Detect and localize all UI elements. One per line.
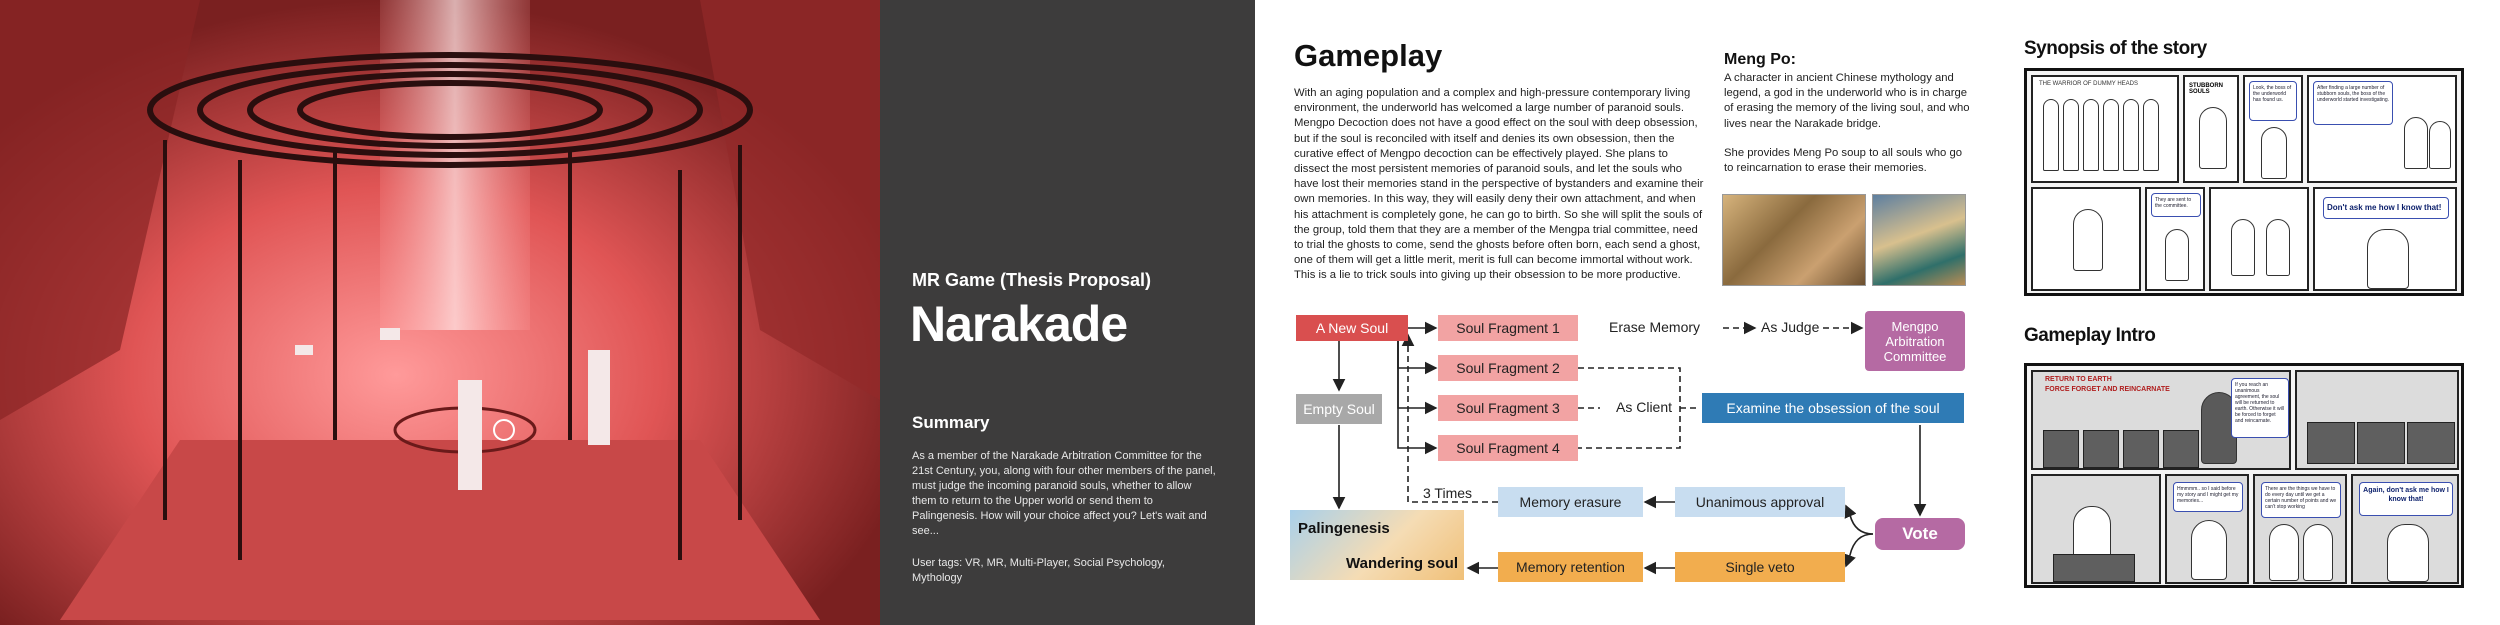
flow-three-times-label: 3 Times [1420, 485, 1475, 501]
flow-memory-erasure: Memory erasure [1498, 487, 1643, 517]
meng-po-painting-1 [1722, 194, 1866, 286]
intro-panel-4-bubble: Hmmmm.. so I said before my story and I might get my memories... [2173, 482, 2243, 512]
user-tags: User tags: VR, MR, Multi-Player, Social Psychology, Mythology [912, 557, 1165, 584]
flow-as-client-label: As Client [1613, 399, 1675, 415]
flow-soul-fragment-1: Soul Fragment 1 [1438, 315, 1578, 341]
flow-wandering-soul: Wandering soul [1346, 555, 1458, 572]
flow-soul-fragment-3: Soul Fragment 3 [1438, 395, 1578, 421]
synopsis-comic [2024, 68, 2464, 296]
synopsis-panel-2-sign: STUBBORN SOULS [2189, 83, 2223, 95]
synopsis-panel-7 [2209, 187, 2309, 291]
flow-memory-retention: Memory retention [1498, 552, 1643, 582]
flow-empty-soul: Empty Soul [1296, 394, 1382, 424]
flow-as-judge-label: As Judge [1758, 319, 1822, 335]
synopsis-panel-6-bubble: They are sent to the committee. [2151, 193, 2201, 217]
gameplay-intro-comic [2024, 363, 2464, 588]
intro-panel-5-bubble: There are the things we have to do every day until we get a certain number of points and we can't stop working [2261, 482, 2341, 518]
synopsis-panel-8 [2313, 187, 2457, 291]
flow-soul-fragment-2: Soul Fragment 2 [1438, 355, 1578, 381]
intro-panel-1-bubble: If you reach an unanimous agreement, the soul will be returned to earth. Otherwise it will be forced to forget and reincarnate. [2231, 378, 2289, 438]
intro-panel-2 [2295, 370, 2459, 470]
synopsis-panel-6 [2145, 187, 2205, 291]
synopsis-panel-2 [2183, 75, 2239, 183]
intro-note-return: RETURN TO EARTH [2045, 376, 2112, 383]
intro-panel-6 [2351, 474, 2459, 584]
intro-note-reincarnate: FORCE FORGET AND REINCARNATE [2045, 386, 2170, 393]
synopsis-panel-1-caption: THE WARRIOR OF DUMMY HEADS [2039, 81, 2139, 87]
summary-heading: Summary [912, 413, 990, 432]
intro-panel-4 [2165, 474, 2249, 584]
project-tagline: MR Game (Thesis Proposal) [912, 270, 1152, 290]
flow-single-veto: Single veto [1675, 552, 1845, 582]
flow-unanimous-approval: Unanimous approval [1675, 487, 1845, 517]
synopsis-panel-3 [2243, 75, 2303, 183]
flow-arbitration-committee: Mengpo Arbitration Committee [1865, 311, 1965, 371]
meng-po-painting-2 [1872, 194, 1966, 286]
flow-new-soul: A New Soul [1296, 315, 1408, 341]
meng-po-description: A character in ancient Chinese mythology and legend, a god in the underworld who is in charge of erasing the memory of the living soul, and who lives near the Narakade bridge. [1724, 72, 1970, 130]
gameplay-heading: Gameplay [1294, 38, 1443, 73]
intro-panel-1 [2031, 370, 2291, 470]
flow-examine-obsession: Examine the obsession of the soul [1702, 393, 1964, 423]
gameplay-intro-heading: Gameplay Intro [2024, 325, 2156, 346]
synopsis-panel-8-bubble: Don't ask me how I know that! [2323, 197, 2449, 219]
meng-po-heading: Meng Po: [1724, 51, 1796, 68]
intro-panel-5 [2253, 474, 2347, 584]
intro-panel-6-bubble: Again, don't ask me how I know that! [2359, 482, 2453, 516]
synopsis-heading: Synopsis of the story [2024, 38, 2207, 59]
flow-palingenesis: Palingenesis [1298, 520, 1390, 537]
synopsis-panel-4 [2307, 75, 2457, 183]
synopsis-panel-3-bubble: Look, the boss of the underworld has found us. [2249, 81, 2297, 121]
summary-text: As a member of the Narakade Arbitration Committee for the 21st Century, you, along with four other members of the panel, must judge the incoming paranoid souls, whether to allow them to return to the Upper world or send them to Palingenesis. How will your choice affect you? Let's wait and see... [912, 450, 1216, 537]
synopsis-panel-4-bubble: After finding a large number of stubborn souls, the boss of the underworld started investigating. [2313, 81, 2393, 125]
intro-panel-3 [2031, 474, 2161, 584]
flow-vote: Vote [1875, 518, 1965, 550]
gameplay-description: With an aging population and a complex and high-pressure contemporary living environment, the underworld has welcomed a large number of paranoid souls. Mengpo Decoction does not have a good effect on the soul with deep obsession, but if the soul is reconciled with itself and denies its own obsession, then the curative effect of Mengpo decoction can be effectively played. She plans to dissect the most persistent memories of paranoid souls, and let the souls who have lost their memories stand in the perspective of bystanders and examine their own memories. In this way, they will easily deny their own attachment, and when his attachment is completely gone, he can go to birth. So she will split the souls of the group, told them that they are a member of the Mengpa trial committee, need to trial the ghosts to come, send the ghosts before often born, each send a ghost, one of them will get a little merit, merit is full can become immortal without work. This is a lie to trick souls into giving up their obsession to be more productive. [1294, 87, 1704, 282]
flow-soul-fragment-4: Soul Fragment 4 [1438, 435, 1578, 461]
meng-po-soup-text: She provides Meng Po soup to all souls who go to reincarnation to erase their memories. [1724, 147, 1963, 175]
flow-erase-memory-label: Erase Memory [1606, 319, 1703, 335]
game-title: Narakade [910, 296, 1128, 352]
synopsis-panel-1 [2031, 75, 2179, 183]
flow-palingenesis-block [1290, 510, 1464, 580]
synopsis-panel-5 [2031, 187, 2141, 291]
